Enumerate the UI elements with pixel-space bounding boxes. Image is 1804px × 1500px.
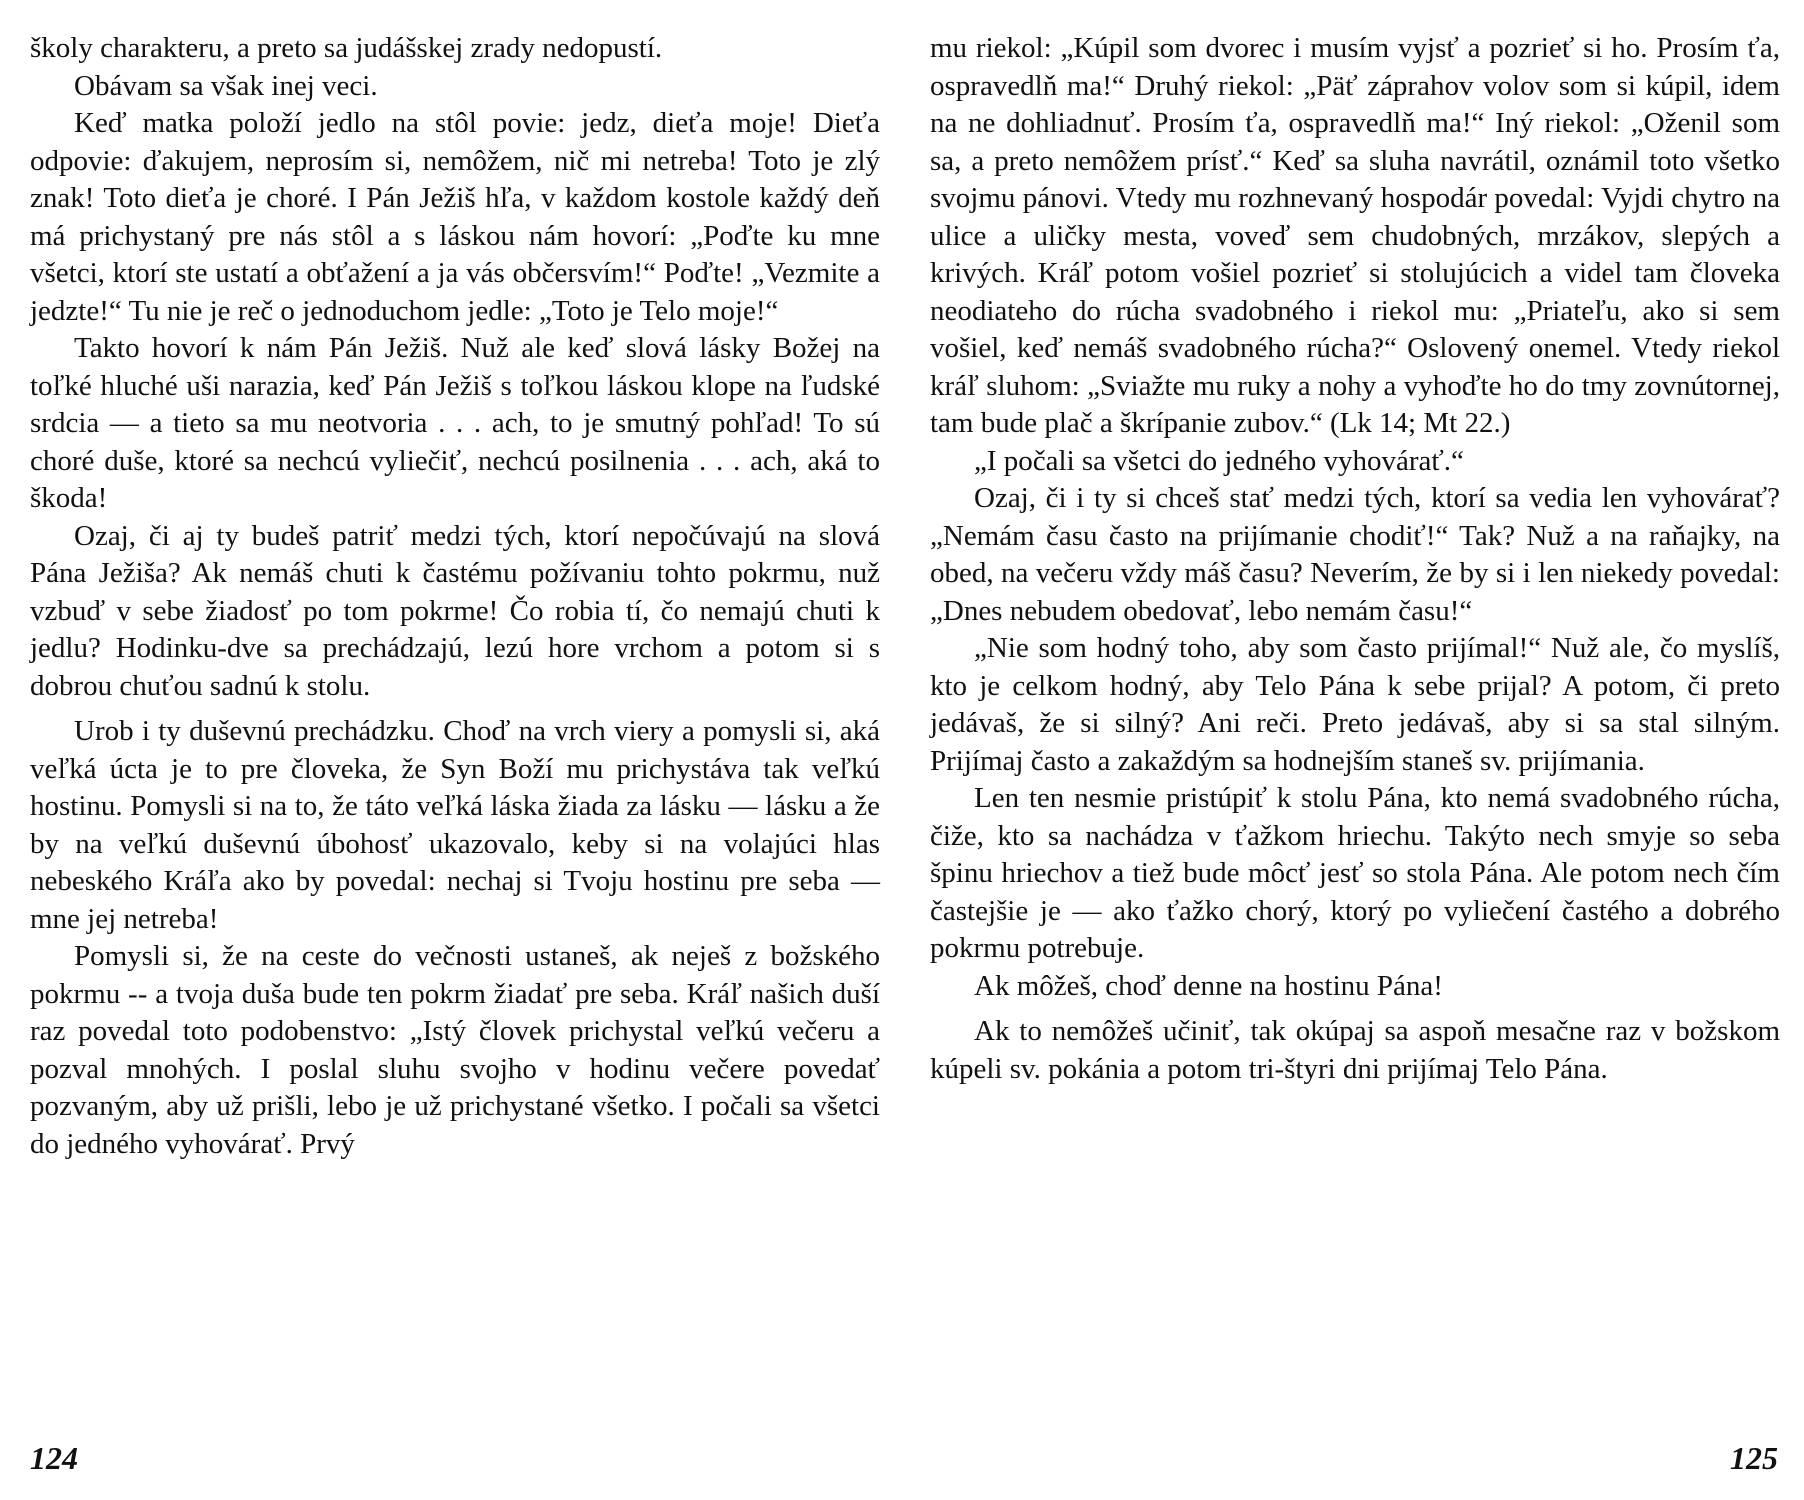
paragraph: Keď matka položí jedlo na stôl povie: jedz, dieťa moje! Dieťa odpovie: ďakujem, neprosím si, nemôžem, nič mi netreba! Toto je zlý znak! Toto dieťa je choré. I Pán Ježiš hľa, v každom kostole každý deň má prichystaný pre nás stôl a s láskou nám hovorí: „Poďte ku mne všetci, ktorí ste ustatí a obťažení a ja vás občersvím!“ Poďte! „Vezmite a jedzte!“ Tu nie je reč o jednoduchom jedle: „Toto je Telo moje!“ — [30, 107, 880, 327]
paragraph: Pomysli si, že na ceste do večnosti ustaneš, ak neješ z božského pokrmu -- a tvoja duša bude ten pokrm žiadať pre seba. Kráľ našich duší raz povedal toto podobenstvo: „Istý človek prichystal veľkú večeru a pozval mnohých. I poslal sluhu svojho v hodinu večere povedať pozvaným, aby už prišli, lebo je už prichystané všetko. I počali sa všetci do jedného vyhovárať. Prvý — [30, 940, 880, 1160]
paragraph: Ozaj, či i ty si chceš stať medzi tých, ktorí sa vedia len vyhovárať? „Nemám času často na prijímanie chodiť!“ Tak? Nuž a na raňajky, na obed, na večeru vždy máš času? Neverím, že by si i len niekedy povedal: „Dnes nebudem obedovať, lebo nemám času!“ — [930, 482, 1780, 627]
paragraph: Ak to nemôžeš učiniť, tak okúpaj sa aspoň mesačne raz v božskom kúpeli sv. pokánia a potom tri-štyri dni prijímaj Telo Pána. — [930, 1015, 1780, 1085]
paragraph: mu riekol: „Kúpil som dvorec i musím vyjsť a pozrieť si ho. Prosím ťa, ospravedlň ma!“ Druhý riekol: „Päť záprahov volov som si kúpil, idem na ne dohliadnuť. Prosím ťa, ospravedlň ma!“ Iný riekol: „Oženil som sa, a preto nemôžem prísť.“ Keď sa sluha navrátil, oznámil toto všetko svojmu pánovi. Vtedy mu rozhnevaný hospodár povedal: Vyjdi chytro na ulice a uličky mesta, voveď sem chudobných, mrzákov, slepých a krivých. Kráľ potom vošiel pozrieť si stolujúcich a videl tam človeka neodiateho do rúcha svadobného i riekol mu: „Priateľu, ako si sem vošiel, keď nemáš svadobného rúcha?“ Oslovený onemel. Vtedy riekol kráľ sluhom: „Sviažte mu ruky a nohy a vyhoďte ho do tmy zovnútornej, tam bude plač a škrípanie zubov.“ (Lk 14; Mt 22.) — [930, 32, 1780, 439]
paragraph: Urob i ty duševnú prechádzku. Choď na vrch viery a pomysli si, aká veľká úcta je to pre človeka, že Syn Boží mu prichystáva tak veľkú hostinu. Pomysli si na to, že táto veľká láska žiada za lásku — lásku a že by na veľkú duševnú úbohosť ukazovalo, keby si na volajúci hlas nebeského Kráľa ako by povedal: nechaj si Tvoju hostinu pre seba — mne jej netreba! — [30, 715, 880, 935]
paragraph: Ak môžeš, choď denne na hostinu Pána! — [974, 969, 1443, 1002]
paragraph: „Nie som hodný toho, aby som často prijímal!“ Nuž ale, čo myslíš, kto je celkom hodný, aby Telo Pána k sebe prijal? A potom, či preto jedávaš, že si silný? Ani reči. Preto jedávaš, aby si sa stal silným. Prijímaj často a zakaždým sa hodnejším staneš sv. prijímania. — [930, 632, 1780, 777]
left-page — [30, 30, 880, 1163]
paragraph: Ozaj, či aj ty budeš patriť medzi tých, ktorí nepočúvajú na slová Pána Ježiša? Ak nemáš chuti k častému požívaniu tohto pokrmu, nuž vzbuď v sebe žiadosť po tom pokrme! Čo robia tí, čo nemajú chuti k jedlu? Hodinku-dve sa prechádzajú, lezú hore vrchom a potom si s dobrou chuťou sadnú k stolu. — [30, 519, 880, 702]
paragraph: „I počali sa všetci do jedného vyhovárať.“ — [974, 444, 1464, 477]
paragraph: Takto hovorí k nám Pán Ježiš. Nuž ale keď slová lásky Božej na toľké hluché uši narazia, keď Pán Ježiš s toľkou láskou klope na ľudské srdcia — a tieto sa mu neotvoria . . . ach, to je smutný pohľad! To sú choré duše, ktoré sa nechcú vyliečiť, nechcú posilnenia . . . ach, aká to škoda! — [30, 332, 880, 514]
paragraph: Obávam sa však inej veci. — [74, 69, 378, 102]
right-page — [930, 30, 1780, 1088]
page-number-right: 125 — [1730, 1440, 1778, 1476]
paragraph: Len ten nesmie pristúpiť k stolu Pána, kto nemá svadobného rúcha, čiže, kto sa nachádza v ťažkom hriechu. Takýto nech smyje so seba špinu hriechov a tiež bude môcť jesť so stola Pána. Ale potom nech čím častejšie je — ako ťažko chorý, ktorý po vyliečení častého a dobrého pokrmu potrebuje. — [930, 782, 1780, 964]
page-number-left: 124 — [30, 1440, 78, 1476]
left-page-text — [30, 30, 880, 1163]
paragraph: školy charakteru, a preto sa judášskej zrady nedopustí. — [30, 32, 663, 64]
right-page-text — [930, 30, 1780, 1088]
